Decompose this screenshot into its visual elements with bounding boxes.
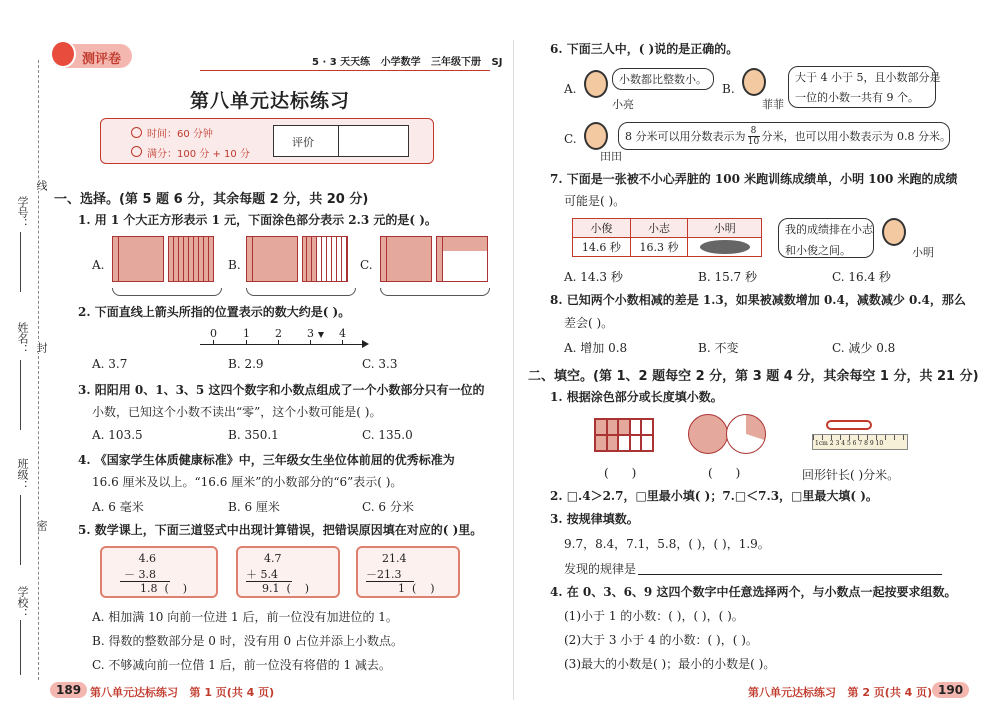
q4-option-b[interactable]: B. 6 厘米 xyxy=(228,500,280,514)
q6-bubble-c-part1: 8 分米可以用分数表示为 xyxy=(625,130,746,143)
q5-v1-line2: － 3.8 xyxy=(124,568,156,581)
score-value-1: 14.6 秒 xyxy=(573,238,631,257)
q5-v2-line2: ＋ 5.4 xyxy=(246,568,278,581)
info-box xyxy=(100,118,434,164)
mascot-icon xyxy=(50,40,76,68)
q7-text-line1: 7. 下面是一张被不小心弄脏的 100 米跑训练成绩单，小明 100 米跑的成绩 xyxy=(550,172,958,186)
badge-label: 测评卷 xyxy=(82,52,122,67)
q2-option-c[interactable]: C. 3.3 xyxy=(362,357,398,371)
section-2-title: 二、填空。(第 1、2 题每空 2 分，第 3 题 4 分，其余每空 1 分，共 21 分) xyxy=(528,369,979,384)
q5-vertical-3 xyxy=(356,546,460,598)
q4-text-line1: 4. 《国家学生体质健康标准》中，三年级女生坐位体前屈的优秀标准为 xyxy=(78,453,455,467)
f1-blank-2[interactable]: ( ) xyxy=(708,466,741,480)
school-label: 学校： xyxy=(16,586,29,619)
paperclip-icon xyxy=(826,420,872,430)
f1-circle-part xyxy=(726,414,766,454)
f4-text: 4. 在 0、3、6、9 这四个数字中任意选择两个，与小数点一起按要求组数。 xyxy=(550,585,957,599)
left-page-number: 189 xyxy=(50,682,87,698)
q2-text: 2. 下面直线上箭头所指的位置表示的数大约是( )。 xyxy=(78,305,351,319)
score-label: 满分：100 分 + 10 分 xyxy=(147,149,250,160)
q3-option-a[interactable]: A. 103.5 xyxy=(92,428,143,442)
q6-option-b[interactable]: B. xyxy=(722,82,735,96)
f3-rule-label: 发现的规律是 xyxy=(564,562,637,576)
q6-name-b: 菲菲 xyxy=(762,98,784,111)
ruler xyxy=(812,434,908,450)
f1-text: 1. 根据涂色部分或长度填小数。 xyxy=(550,390,723,404)
tick-0: 0 xyxy=(210,327,217,340)
q5-v1-line1: 4.6 xyxy=(138,552,156,565)
score-table xyxy=(572,218,762,257)
q8-option-a[interactable]: A. 增加 0.8 xyxy=(564,341,628,355)
tick-1: 1 xyxy=(243,327,250,340)
score-header-3: 小明 xyxy=(688,219,762,238)
q7-option-b[interactable]: B. 15.7 秒 xyxy=(698,270,757,284)
q6-bubble-b-line1: 大于 4 小于 5，且小数部分是 xyxy=(795,71,941,84)
q6-bubble-a: 小数都比整数小。 xyxy=(612,68,714,90)
q7-text-line2: 可能是( )。 xyxy=(564,194,626,208)
q6-bubble-b xyxy=(788,66,941,108)
series-info: 5 · 3 天天练 小学数学 三年级下册 SJ xyxy=(312,57,503,68)
eval-label: 评价 xyxy=(292,136,314,149)
xiaoming-avatar xyxy=(882,218,906,246)
student-id-label: 学号： xyxy=(16,196,29,229)
xiaoliang-avatar xyxy=(584,70,608,98)
q7-bubble-line2: 和小俊之间。 xyxy=(785,244,851,257)
q8-text-line1: 8. 已知两个小数相减的差是 1.3，如果被减数增加 0.4，减数减少 0.4，那么 xyxy=(550,293,966,307)
tick-4: 4 xyxy=(339,327,346,340)
q5-text: 5. 数学课上，下面三道竖式中出现计算错误，把错误原因填在对应的( )里。 xyxy=(78,523,483,537)
q6-option-c[interactable]: C. xyxy=(564,132,577,146)
q1-text: 1. 用 1 个大正方形表示 1 元，下面涂色部分表示 2.3 元的是( )。 xyxy=(78,213,437,227)
q7-option-a[interactable]: A. 14.3 秒 xyxy=(564,270,623,284)
clock-icon xyxy=(131,127,142,138)
q7-name: 小明 xyxy=(912,246,934,259)
q7-bubble xyxy=(778,218,874,258)
q7-option-c[interactable]: C. 16.4 秒 xyxy=(832,270,891,284)
q8-text-line2: 差会( )。 xyxy=(564,316,614,330)
tick-2: 2 xyxy=(275,327,282,340)
test-badge xyxy=(52,44,132,68)
section-1-title: 一、选择。(第 5 题 6 分，其余每题 2 分，共 20 分) xyxy=(54,192,369,207)
score-value-2: 16.3 秒 xyxy=(630,238,688,257)
q5-v2-line1: 4.7 xyxy=(264,552,282,565)
line-mark: 线 xyxy=(35,180,48,191)
q3-text-line2: 小数，已知这个小数不读出“零”，这个小数可能是( )。 xyxy=(92,405,382,419)
fraction-denominator: 10 xyxy=(747,136,760,147)
q5-v3-result: 1 ( ) xyxy=(398,582,435,595)
q3-option-b[interactable]: B. 350.1 xyxy=(228,428,279,442)
right-footer-text: 第八单元达标练习 第 2 页(共 4 页) xyxy=(748,686,933,699)
q1-option-c[interactable]: C. xyxy=(360,258,373,272)
f1-clip-blank[interactable]: 回形针长( )分米。 xyxy=(802,468,900,482)
left-footer-text: 第八单元达标练习 第 1 页(共 4 页) xyxy=(90,686,275,699)
score-value-3 xyxy=(688,238,762,257)
q2-option-b[interactable]: B. 2.9 xyxy=(228,357,264,371)
score-header-1: 小俊 xyxy=(573,219,631,238)
q3-text-line1: 3. 阳阳用 0、1、3、5 这四个数字和小数点组成了一个小数部分只有一位的 xyxy=(78,383,485,397)
q3-option-c[interactable]: C. 135.0 xyxy=(362,428,413,442)
q5-vertical-1 xyxy=(100,546,218,598)
q5-reason-a: A. 相加满 10 向前一位进 1 后，前一位没有加进位的 1。 xyxy=(92,610,398,624)
q4-option-c[interactable]: C. 6 分米 xyxy=(362,500,414,514)
q8-option-b[interactable]: B. 不变 xyxy=(698,341,739,355)
q5-v3-line1: 21.4 xyxy=(382,552,407,565)
number-line xyxy=(200,327,370,360)
q1-option-b[interactable]: B. xyxy=(228,258,241,272)
arrow-down-icon xyxy=(318,332,324,338)
f3-sequence[interactable]: 9.7，8.4，7.1，5.8，( )，( )，1.9。 xyxy=(564,537,770,551)
check-icon xyxy=(131,146,142,157)
q4-option-a[interactable]: A. 6 毫米 xyxy=(92,500,144,514)
q4-text-line2: 16.6 厘米及以上。“16.6 厘米”的小数部分的“6”表示( )。 xyxy=(92,475,403,489)
f1-circle-whole xyxy=(688,414,728,454)
header-rule xyxy=(200,70,490,71)
q5-reason-b: B. 得数的整数部分是 0 时，没有用 0 占位并添上小数点。 xyxy=(92,634,403,648)
f1-grid-figure xyxy=(594,418,654,452)
q6-bubble-c xyxy=(618,122,950,150)
feifei-avatar xyxy=(742,68,766,96)
fraction-numerator: 8 xyxy=(750,125,757,136)
f4-part-2[interactable]: (2)大于 3 小于 4 的小数：( )，( )。 xyxy=(564,633,758,647)
f3-text: 3. 按规律填数。 xyxy=(550,512,639,526)
tick-3: 3 xyxy=(307,327,314,340)
dense-mark: 密 xyxy=(35,520,48,531)
q5-v1-result: 1.8 ( ) xyxy=(140,582,188,595)
q5-reason-c: C. 不够减向前一位借 1 后，前一位没有将借的 1 减去。 xyxy=(92,658,391,672)
ink-stain xyxy=(700,240,750,254)
f1-blank-1[interactable]: ( ) xyxy=(604,466,637,480)
q6-option-a[interactable]: A. xyxy=(564,82,577,96)
ruler-labels: 1cm 2 3 4 5 6 7 8 9 10 xyxy=(815,440,884,447)
f3-rule-line[interactable] xyxy=(638,574,942,575)
q5-vertical-2 xyxy=(236,546,340,598)
score-header-2: 小志 xyxy=(630,219,688,238)
q8-option-c[interactable]: C. 减少 0.8 xyxy=(832,341,896,355)
q1-option-a[interactable]: A. xyxy=(92,258,105,272)
tiantian-avatar xyxy=(584,122,608,150)
q7-bubble-line1: 我的成绩排在小志 xyxy=(785,223,873,236)
q6-bubble-b-line2: 一位的小数一共有 9 个。 xyxy=(795,91,919,104)
q6-bubble-c-part2: 分米，也可以用小数表示为 0.8 分米。 xyxy=(761,130,951,143)
time-label: 时间：60 分钟 xyxy=(147,129,213,140)
q6-text: 6. 下面三人中，( )说的是正确的。 xyxy=(550,42,739,56)
name-label: 姓名： xyxy=(16,322,29,355)
f4-part-1[interactable]: (1)小于 1 的小数：( )，( )，( )。 xyxy=(564,609,744,623)
q6-name-c: 田田 xyxy=(600,150,622,163)
f4-part-3[interactable]: (3)最大的小数是( )；最小的小数是( )。 xyxy=(564,657,776,671)
page-divider xyxy=(513,40,514,700)
class-label: 班级： xyxy=(16,458,29,491)
q5-v3-line2: －21.3 xyxy=(366,568,402,581)
f2-text: 2. □.4＞2.7，□里最小填( )；7.□＜7.3，□里最大填( )。 xyxy=(550,489,878,503)
q2-option-a[interactable]: A. 3.7 xyxy=(92,357,128,371)
fraction xyxy=(748,126,760,147)
seal-mark: 封 xyxy=(35,342,48,353)
q6-name-a: 小亮 xyxy=(612,98,634,111)
page-title: 第八单元达标练习 xyxy=(190,90,351,112)
q5-v2-result: 9.1 ( ) xyxy=(262,582,310,595)
eval-table xyxy=(273,125,409,157)
right-page-number: 190 xyxy=(932,682,969,698)
